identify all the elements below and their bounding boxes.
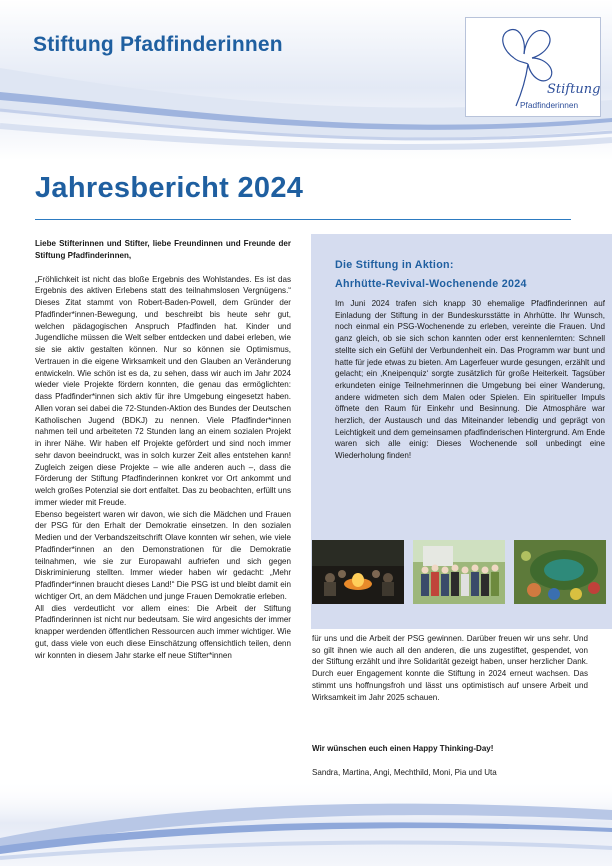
paragraph-thanks: für uns und die Arbeit der PSG gewinnen. Darüber freuen wir uns sehr. Und so gilt ihnen wie auch all den anderen, die uns zugestiftet, gespendet, von der Stiftung erzählt und ihre Solidarität gezeigt haben, unser herzlicher Dank. Durch euer Engagement konnte die Stiftung in 2024 erneut wachsen. Das stimmt uns hoffnungsfroh und lässt uns optimistisch auf unsere Arbeit und Wirksamkeit im Jahr 2025 schauen. xyxy=(312,634,588,702)
closing-line: Wir wünschen euch einen Happy Thinking-Day! xyxy=(312,744,494,753)
letter-left-column xyxy=(35,238,291,661)
logo-text-pfadfinderinnen: Pfadfinderinnen xyxy=(520,100,579,110)
greeting: Liebe Stifterinnen und Stifter, liebe Freundinnen und Freunde der Stiftung Pfadfinderinnen, xyxy=(35,239,291,260)
signatures: Sandra, Martina, Angi, Mechthild, Moni, Pia und Uta xyxy=(312,768,497,777)
paragraph-importance: All dies verdeutlicht vor allem eines: Die Arbeit der Stiftung Pfadfinderinnen ist nicht nur bedeutsam. Sie wird angesichts der immer knapper werdenden öffentlichen Ressourcen auch immer wichtiger. Wie gut, dass viele von euch diese Einschätzung offensichtlich teilen, denn wir konnten in diesem Jahr starke elf neue Stifter*innen xyxy=(35,603,291,660)
title-divider xyxy=(35,219,571,220)
paragraph-quote: „Fröhlichkeit ist nicht das bloße Ergebnis des Wohlstandes. Es ist das Ergebnis des aktiven Erlebens statt des teilnahmslosen Vergnügens.“ Dieses Zitat stammt von Robert-Baden-Powell, dem Gründer der Pfadfinder*innen-Bewegung, und beschreibt bis heute sehr gut, welchen pädagogischen Anspruch Pfadfinden hat. Kinder und Jugendliche müssen die Welt selber entdecken und dabei erleben, wie sie sie aktiv gestalten können. Nur so können sie Optimismus, Vertrauen in die eigene Wirksamkeit und den Glauben an Veränderung entwickeln. Wie schön ist es da, zu sehen, dass wir auch im Jahr 2024 wieder viele Projekte fördern konnten, die genau das ermöglichten: dass Pfadfinder*innen sich aktiv für ihre Umgebung eingesetzt haben. Allen voran sei dabei die 72-Stunden-Aktion des Bundes der Deutschen Katholischen Jugend (BDKJ) zu nennen. Viele Pfadfinder*innen nahmen teil und arbeiteten 72 Stunden lang an einem sozialen Projekt in ihrer Nähe. Wir haben elf Projekte gefördert und sind noch immer sehr davon beeindruckt, was in solch kurzer Zeit alles entstehen kann! Zugleich zeigen diese Projekte – wie alle anderen auch –, dass die Förderung der Stiftung Pfadfinderinnen konkret vor Ort ankommt und welch großes Potenzial sie dort entfaltet. Das zu beobachten, erfüllt uns immer wieder mit Freude. xyxy=(35,274,291,507)
sidebar-title-line1: Die Stiftung in Aktion: xyxy=(335,259,454,271)
photo-campfire xyxy=(312,540,404,604)
stiftung-logo xyxy=(465,17,601,117)
photo-painting xyxy=(514,540,606,604)
logo-text-stiftung: Stiftung xyxy=(547,82,601,97)
page-title: Jahresbericht 2024 xyxy=(35,172,304,204)
letter-right-column xyxy=(312,633,588,703)
sidebar-text xyxy=(335,298,605,462)
footer-wave-graphic xyxy=(0,780,612,866)
org-title: Stiftung Pfadfinderinnen xyxy=(33,33,283,56)
sidebar-paragraph: Im Juni 2024 trafen sich knapp 30 ehemalige Pfadfinderinnen auf Einladung der Stiftung in der Bundeskursstätte in Ahrhütte. Ihr Wunsch, noch einmal ein PSG-Wochenende zu erleben, vereinte die Frauen. Und ganz gleich, ob sie sich schon kannten oder erst kennenlernten: Schnell stellte sich ein Gefühl der Verbundenheit ein. Das Programm war bunt und hatte für jede etwas zu bieten. Am Lagerfeuer wurde gesungen, erzählt und gelacht; ein ‚Kneipenquiz‘ sorgte zusätzlich für große Heiterkeit. Tagsüber erkundeten einige Teilnehmerinnen die Umgebung bei einer Wanderung, andere widmeten sich dem Malen oder Spielen. Ein spiritueller Impuls öffnete den Raum für Einkehr und Besinnung. Die Atmosphäre war herzlich, der Austausch und das Miteinander lebendig und geprägt von Leichtigkeit und dem gemeinsamen pfadfinderischen Hintergrund. Am Ende waren sich alle einig: Dieses Wochenende soll unbedingt eine Wiederholung finden! xyxy=(335,299,605,461)
sidebar-title xyxy=(335,256,600,294)
photo-group xyxy=(413,540,505,604)
sidebar-title-line2: Ahrhütte-Revival-Wochenende 2024 xyxy=(335,278,527,290)
paragraph-democracy: Ebenso begeistert waren wir davon, wie sich die Mädchen und Frauen der PSG für den Erhalt der Demokratie einsetzen. In den sozialen Medien und der Verbandszeitschrift Olave konnten wir sehen, wie viele Pfadfinder*innen an den Demonstrationen für die Demokratie teilnahmen, wie sie zur Europawahl aufriefen und sich gegen Diskriminierung stellten. Immer wieder haben wir gedacht: „Mehr Pfadfinder*innen braucht dieses Land!“ Die PSG ist und bleibt damit ein wichtiger Ort, an dem Mädchen und junge Frauen Demokratie erleben. xyxy=(35,509,291,601)
